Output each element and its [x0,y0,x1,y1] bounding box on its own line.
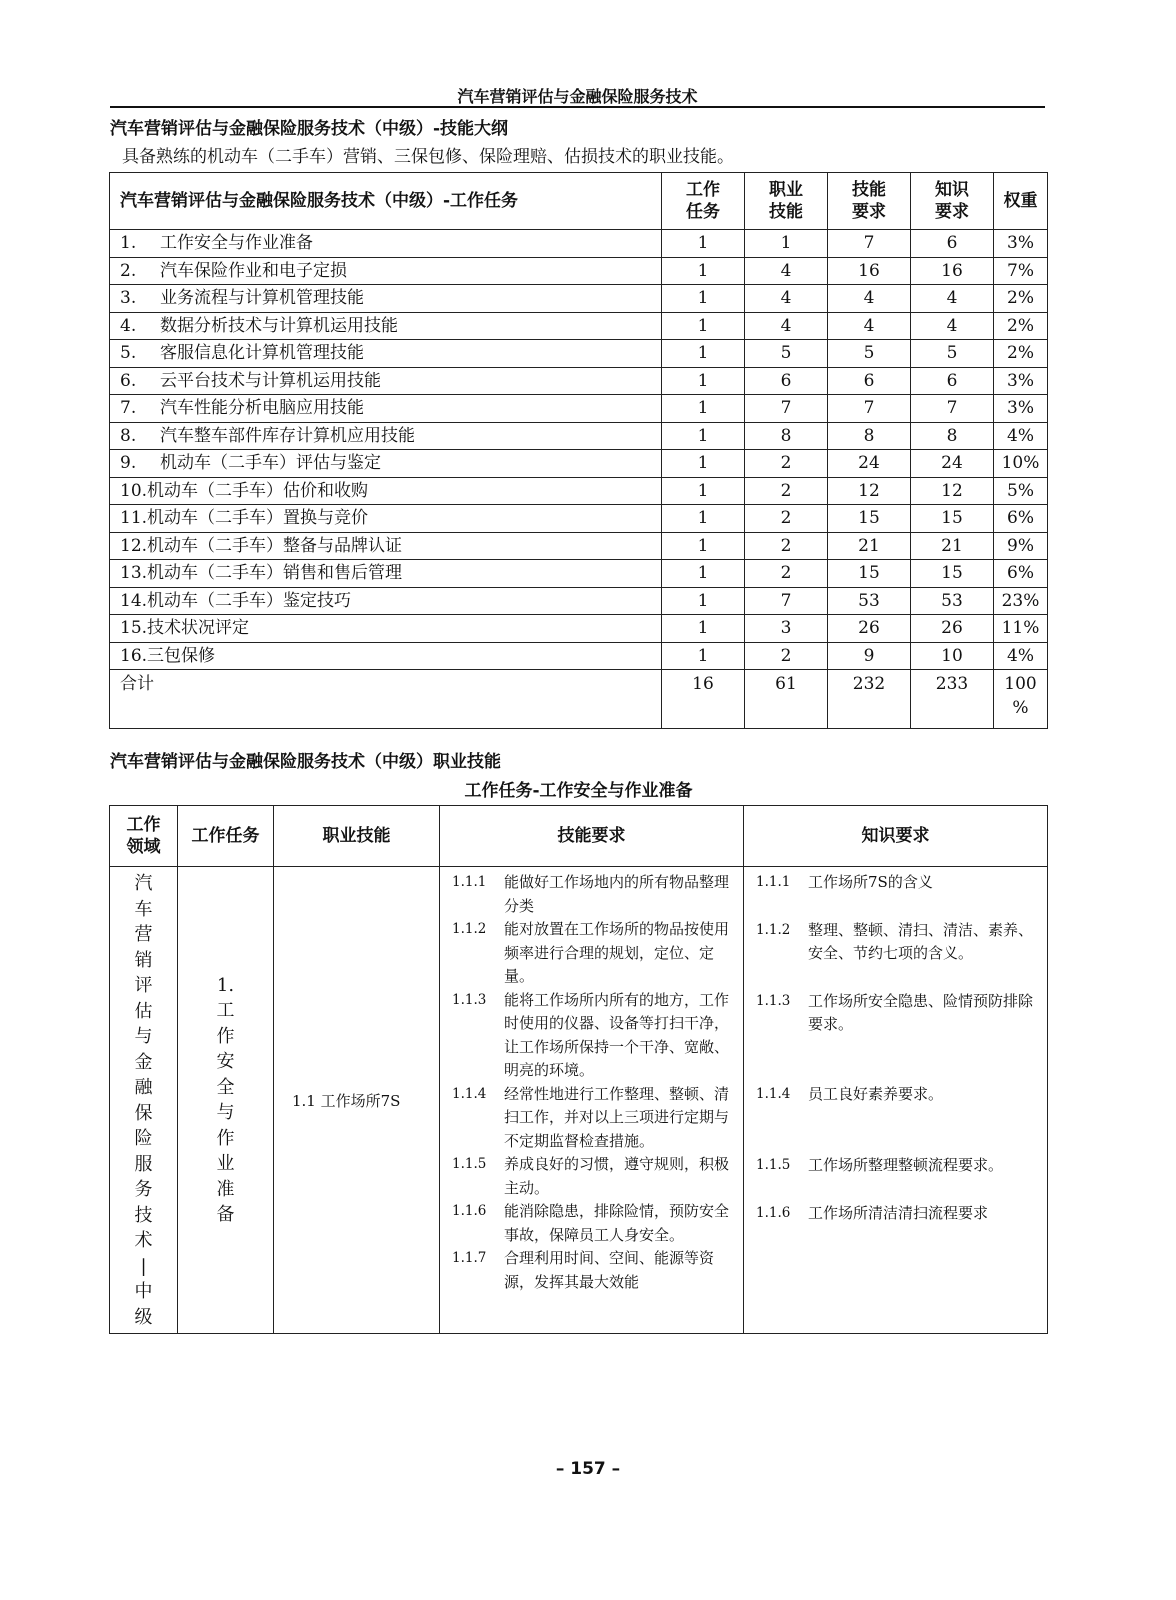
skill-req-count: 16 [828,257,911,285]
knowledge-requirement-item [744,1154,1047,1178]
task-name: 汽车性能分析电脑应用技能 [160,398,364,419]
knowledge-requirement-item-text: 整理、整顿、清扫、清洁、素养、安全、节约七项的含义。 [808,920,1034,962]
task-count: 1 [662,615,745,643]
work-domain-cell [110,867,178,1334]
skill-count: 2 [745,532,828,560]
skill-req-count: 9 [828,642,911,670]
knowledge-requirement-item-text: 工作场所7S的含义 [808,873,933,891]
total-skill-reqs: 232 [828,670,911,729]
task-name: 汽车保险作业和电子定损 [160,260,347,281]
skill-requirement-item-text: 能将工作场所内所有的地方，工作时使用的仪器、设备等打扫干净，让工作场所保持一个干净、宽敞、明亮的环境。 [504,990,730,1079]
table-header-row [110,173,1048,230]
knowledge-req-count: 21 [911,532,994,560]
knowledge-requirement-item-number: 1.1.1 [756,874,791,890]
table-row [110,257,1048,285]
skill-req-count: 15 [828,560,911,588]
task-count: 1 [662,312,745,340]
task-count: 1 [662,257,745,285]
skill-requirement-item-number: 1.1.3 [452,991,487,1008]
task-count: 1 [662,532,745,560]
weight: 3% [994,395,1048,423]
weight: 6% [994,505,1048,533]
skill-req-count: 24 [828,450,911,478]
task-count: 1 [662,477,745,505]
task-index: 4. [120,315,137,336]
knowledge-requirement-item-number: 1.1.3 [756,992,791,1009]
header-work-task: 汽车营销评估与金融保险服务技术（中级）-工作任务 [110,173,662,230]
task-name: 机动车（二手车）评估与鉴定 [160,453,381,474]
knowledge-requirement-item-text: 工作场所整理整顿流程要求。 [808,1156,1004,1174]
weight: 10% [994,450,1048,478]
task-count: 1 [662,587,745,615]
knowledge-requirement-item-number: 1.1.4 [756,1085,791,1102]
task-name-cell [110,477,662,505]
table-row [110,505,1048,533]
skill-req-count: 53 [828,587,911,615]
weight: 2% [994,285,1048,313]
task-name-cell [110,615,662,643]
section-title: 汽车营销评估与金融保险服务技术（中级）-技能大纲 [110,119,509,139]
skill-requirement-item-number: 1.1.1 [452,874,487,890]
task-name-cell [110,450,662,478]
intro-text: 具备熟练的机动车（二手车）营销、三保包修、保险理赔、估损技术的职业技能。 [122,147,734,167]
task-index: 3. [120,288,137,309]
knowledge-req-count: 4 [911,285,994,313]
task-name-cell [110,532,662,560]
knowledge-requirement-item-text: 工作场所清洁清扫流程要求 [808,1203,989,1222]
skill-req-count: 7 [828,230,911,258]
task-index: 15. [120,618,148,639]
skill-req-count: 5 [828,340,911,368]
skill-requirement-item [440,871,743,918]
task-name: 数据分析技术与计算机运用技能 [160,315,398,336]
skill-requirements-list [440,867,743,1294]
table-row [110,422,1048,450]
skill-requirements-cell [440,867,744,1334]
task-index: 12. [120,535,148,556]
skill-req-count: 4 [828,285,911,313]
table-header-row [110,806,1048,867]
skill-requirement-item-text: 能对放置在工作场所的物品按使用频率进行合理的规划，定位、定量。 [504,920,730,985]
table-row [110,230,1048,258]
skill-count: 4 [745,312,828,340]
total-skills: 61 [745,670,828,729]
knowledge-req-count: 7 [911,395,994,423]
task-name-cell [110,285,662,313]
task-count: 1 [662,230,745,258]
total-tasks: 16 [662,670,745,729]
task-name-cell [110,587,662,615]
skill-count: 2 [745,642,828,670]
task-index: 13. [120,563,148,584]
weight: 3% [994,367,1048,395]
knowledge-req-count: 53 [911,587,994,615]
knowledge-requirement-item-number: 1.1.2 [756,921,791,938]
task-name-cell [110,230,662,258]
knowledge-req-count: 6 [911,367,994,395]
skill-requirement-item-number: 1.1.2 [452,921,487,937]
task-count: 1 [662,560,745,588]
task-name: 工作安全与作业准备 [160,233,313,254]
header-knowledge-req-count: 知识 要求 [911,173,994,230]
header-rule [110,106,1045,108]
header-vocational-skill: 职业技能 [274,806,440,867]
header-skill-count: 职业 技能 [745,173,828,230]
task-name-cell [110,642,662,670]
task-name: 机动车（二手车）置换与竞价 [147,508,369,529]
knowledge-requirement-item-text: 员工良好素养要求。 [808,1084,944,1103]
knowledge-requirement-item-number: 1.1.6 [756,1204,791,1221]
task-index: 7. [120,398,137,419]
weight: 11% [994,615,1048,643]
table-row [110,615,1048,643]
knowledge-requirement-item [744,1202,1047,1226]
skill-count: 8 [745,422,828,450]
skill-requirement-item [440,1153,743,1200]
total-label: 合计 [110,670,662,729]
table-row [110,867,1048,1334]
skill-requirement-item-text: 经常性地进行工作整理、整顿、清扫工作，并对以上三项进行定期与不定期监督检查措施。 [504,1084,730,1150]
header-knowledge-requirements: 知识要求 [744,806,1048,867]
task-count: 1 [662,505,745,533]
task-index: 8. [120,425,137,446]
task-name: 业务流程与计算机管理技能 [160,288,364,309]
table-row [110,367,1048,395]
task-index: 1. [120,233,137,254]
task-count: 1 [662,340,745,368]
task-index: 2. [120,260,137,281]
task-name-cell [110,505,662,533]
vocational-skill-cell: 1.1 工作场所7S [274,867,440,1334]
task-index: 9. [120,453,137,474]
skill-requirement-item-text: 合理利用时间、空间、能源等资源，发挥其最大效能 [504,1249,715,1291]
task-name: 技术状况评定 [147,618,250,639]
knowledge-requirement-item [744,1083,1047,1107]
header-work-task: 工作任务 [178,806,274,867]
task-name-cell [110,340,662,368]
knowledge-req-count: 4 [911,312,994,340]
skill-requirement-item [440,918,743,989]
task-name-cell [110,257,662,285]
weight: 4% [994,642,1048,670]
table-row [110,285,1048,313]
skill-outline-table [109,172,1048,729]
skill-req-count: 15 [828,505,911,533]
table-row [110,450,1048,478]
work-domain-text: 汽 车 营 销 评 估 与 金 融 保 险 服 务 技 术 | 中 级 [134,873,153,1328]
skill-req-count: 21 [828,532,911,560]
table-row [110,477,1048,505]
skill-requirement-item-number: 1.1.6 [452,1203,487,1219]
knowledge-req-count: 10 [911,642,994,670]
task-index: 16. [120,645,148,666]
task-count: 1 [662,642,745,670]
total-knowledge-reqs: 233 [911,670,994,729]
header-weight: 权重 [994,173,1048,230]
knowledge-req-count: 6 [911,230,994,258]
skill-req-count: 6 [828,367,911,395]
skill-req-count: 7 [828,395,911,423]
header-task-count: 工作 任务 [662,173,745,230]
task-name-cell [110,560,662,588]
skill-requirement-item-number: 1.1.7 [452,1250,487,1266]
knowledge-requirement-item [744,990,1047,1037]
table-row [110,340,1048,368]
knowledge-requirements-list [744,867,1047,1225]
knowledge-req-count: 15 [911,560,994,588]
table-row [110,532,1048,560]
task-name: 客服信息化计算机管理技能 [160,343,364,364]
knowledge-req-count: 15 [911,505,994,533]
work-task-number: 1. [216,974,235,996]
task-name-cell [110,422,662,450]
knowledge-req-count: 24 [911,450,994,478]
task-count: 1 [662,285,745,313]
weight: 23% [994,587,1048,615]
skill-requirement-item-text: 能做好工作场地内的所有物品整理分类 [504,873,730,915]
skill-requirement-item-number: 1.1.5 [452,1156,487,1172]
page-number: – 157 – [555,1459,621,1479]
skill-count: 3 [745,615,828,643]
weight: 5% [994,477,1048,505]
task-count: 1 [662,422,745,450]
knowledge-requirement-item [744,919,1047,966]
task-name: 云平台技术与计算机运用技能 [160,370,381,391]
total-weight: 100 % [994,670,1048,729]
weight: 3% [994,230,1048,258]
task-name: 机动车（二手车）估价和收购 [147,480,369,501]
skill-requirement-item-text: 养成良好的习惯，遵守规则，积极主动。 [504,1155,730,1197]
task-name: 三包保修 [147,645,216,666]
knowledge-requirements-cell [744,867,1048,1334]
task-name: 汽车整车部件库存计算机应用技能 [160,425,415,446]
work-task-cell [178,867,274,1334]
skill-count: 1 [745,230,828,258]
task-count: 1 [662,450,745,478]
skill-count: 4 [745,285,828,313]
skill-count: 2 [745,477,828,505]
skill-req-count: 4 [828,312,911,340]
table-row [110,642,1048,670]
knowledge-req-count: 16 [911,257,994,285]
skill-count: 7 [745,587,828,615]
table-row [110,560,1048,588]
skill-count: 7 [745,395,828,423]
task-index: 6. [120,370,137,391]
work-task-name: 工 作 安 全 与 作 业 准 备 [216,1000,235,1225]
task-index: 5. [120,343,137,364]
skill-req-count: 12 [828,477,911,505]
weight: 2% [994,312,1048,340]
header-work-domain: 工作 领域 [110,806,178,867]
knowledge-requirement-item-number: 1.1.5 [756,1157,791,1173]
task-count: 1 [662,367,745,395]
skill-req-count: 26 [828,615,911,643]
skill-count: 2 [745,505,828,533]
skill-requirement-item [440,989,743,1083]
weight: 4% [994,422,1048,450]
knowledge-requirement-item-text: 工作场所安全隐患、险情预防排除要求。 [808,991,1034,1033]
weight: 6% [994,560,1048,588]
skill-count: 6 [745,367,828,395]
skill-requirement-item [440,1247,743,1294]
task-name-cell [110,367,662,395]
table-row [110,312,1048,340]
task-index: 11. [120,508,148,529]
knowledge-requirement-item [744,871,1047,895]
task-count: 1 [662,395,745,423]
task-name: 机动车（二手车）整备与品牌认证 [147,535,403,556]
section-title: 汽车营销评估与金融保险服务技术（中级）职业技能 [110,752,501,772]
knowledge-req-count: 12 [911,477,994,505]
skill-count: 5 [745,340,828,368]
skill-count: 2 [745,450,828,478]
running-header: 汽车营销评估与金融保险服务技术 [457,87,698,106]
header-skill-req-count: 技能 要求 [828,173,911,230]
knowledge-req-count: 26 [911,615,994,643]
skill-requirement-item [440,1200,743,1247]
header-skill-requirements: 技能要求 [440,806,744,867]
task-index: 10. [120,480,148,501]
task-index: 14. [120,590,148,611]
skill-requirement-item-number: 1.1.4 [452,1085,487,1102]
task-name: 机动车（二手车）鉴定技巧 [147,590,352,611]
table-total-row [110,670,1048,729]
skill-req-count: 8 [828,422,911,450]
weight: 7% [994,257,1048,285]
table-row [110,587,1048,615]
task-name-cell [110,312,662,340]
knowledge-req-count: 5 [911,340,994,368]
knowledge-req-count: 8 [911,422,994,450]
weight: 9% [994,532,1048,560]
skill-requirement-item [440,1083,743,1154]
task-name-cell [110,395,662,423]
skill-requirement-item-text: 能消除隐患，排除险情，预防安全事故，保障员工人身安全。 [504,1202,730,1244]
skill-detail-table [109,805,1048,1334]
skill-count: 4 [745,257,828,285]
table-row [110,395,1048,423]
table-caption: 工作任务-工作安全与作业准备 [464,781,693,801]
skill-count: 2 [745,560,828,588]
weight: 2% [994,340,1048,368]
task-name: 机动车（二手车）销售和售后管理 [147,563,403,584]
